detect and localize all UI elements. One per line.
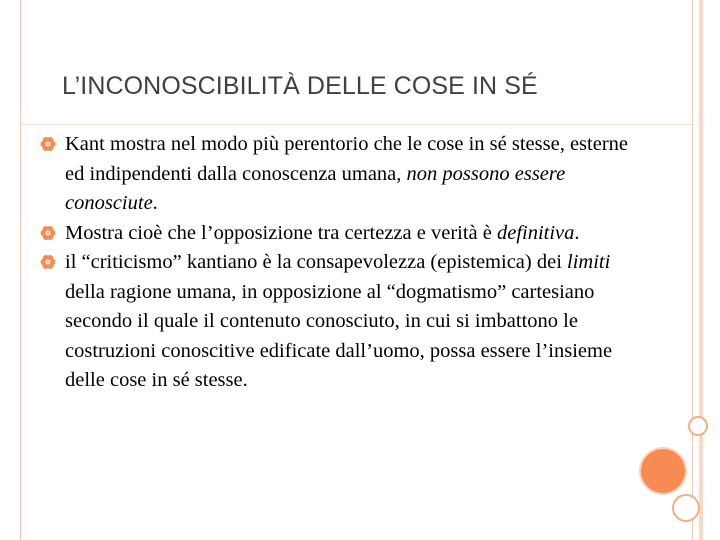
bullet-list: [40, 130, 630, 396]
bullet-text-italic: definitiva: [496, 221, 575, 244]
decorative-circle-large: [641, 449, 685, 493]
bullet-text-part: il “criticismo” kantiano è la consapevolezza (epistemica) dei: [65, 251, 568, 273]
bullet-text-italic: limiti: [567, 251, 611, 273]
flower-bullet-icon: [40, 254, 56, 270]
bullet-text-part: .: [574, 221, 580, 244]
flower-bullet-icon: [40, 225, 56, 241]
decorative-circle-medium: [672, 494, 700, 522]
title-divider: [20, 124, 693, 125]
bullet-text-part: della ragione umana, in opposizione al “dogmatismo” cartesiano secondo il quale il contenuto conosciuto, in cui si imbattono le costruzioni conoscitive edificate dall’uomo, possa essere l’insieme delle cose in sé stesse.: [65, 280, 613, 391]
bullet-text-part: Mostra cioè che l’opposizione tra certezza e verità è: [65, 221, 497, 244]
bullet-text-part: .: [152, 192, 158, 214]
bullet-text-part: Kant mostra nel modo più perentorio che le cose in sé stesse, esterne ed indipendenti dalla conoscenza umana,: [65, 133, 629, 185]
flower-bullet-icon: [40, 136, 56, 152]
decorative-circle-small: [688, 416, 708, 436]
bullet-item: [40, 219, 630, 249]
slide-side-band: [699, 0, 703, 540]
bullet-item: [40, 248, 630, 396]
bullet-item: [40, 130, 630, 219]
slide-title: L’INCONOSCIBILITÀ DELLE COSE IN SÉ: [62, 72, 538, 100]
bullet-text-italic: non possono essere conosciute: [65, 162, 566, 214]
